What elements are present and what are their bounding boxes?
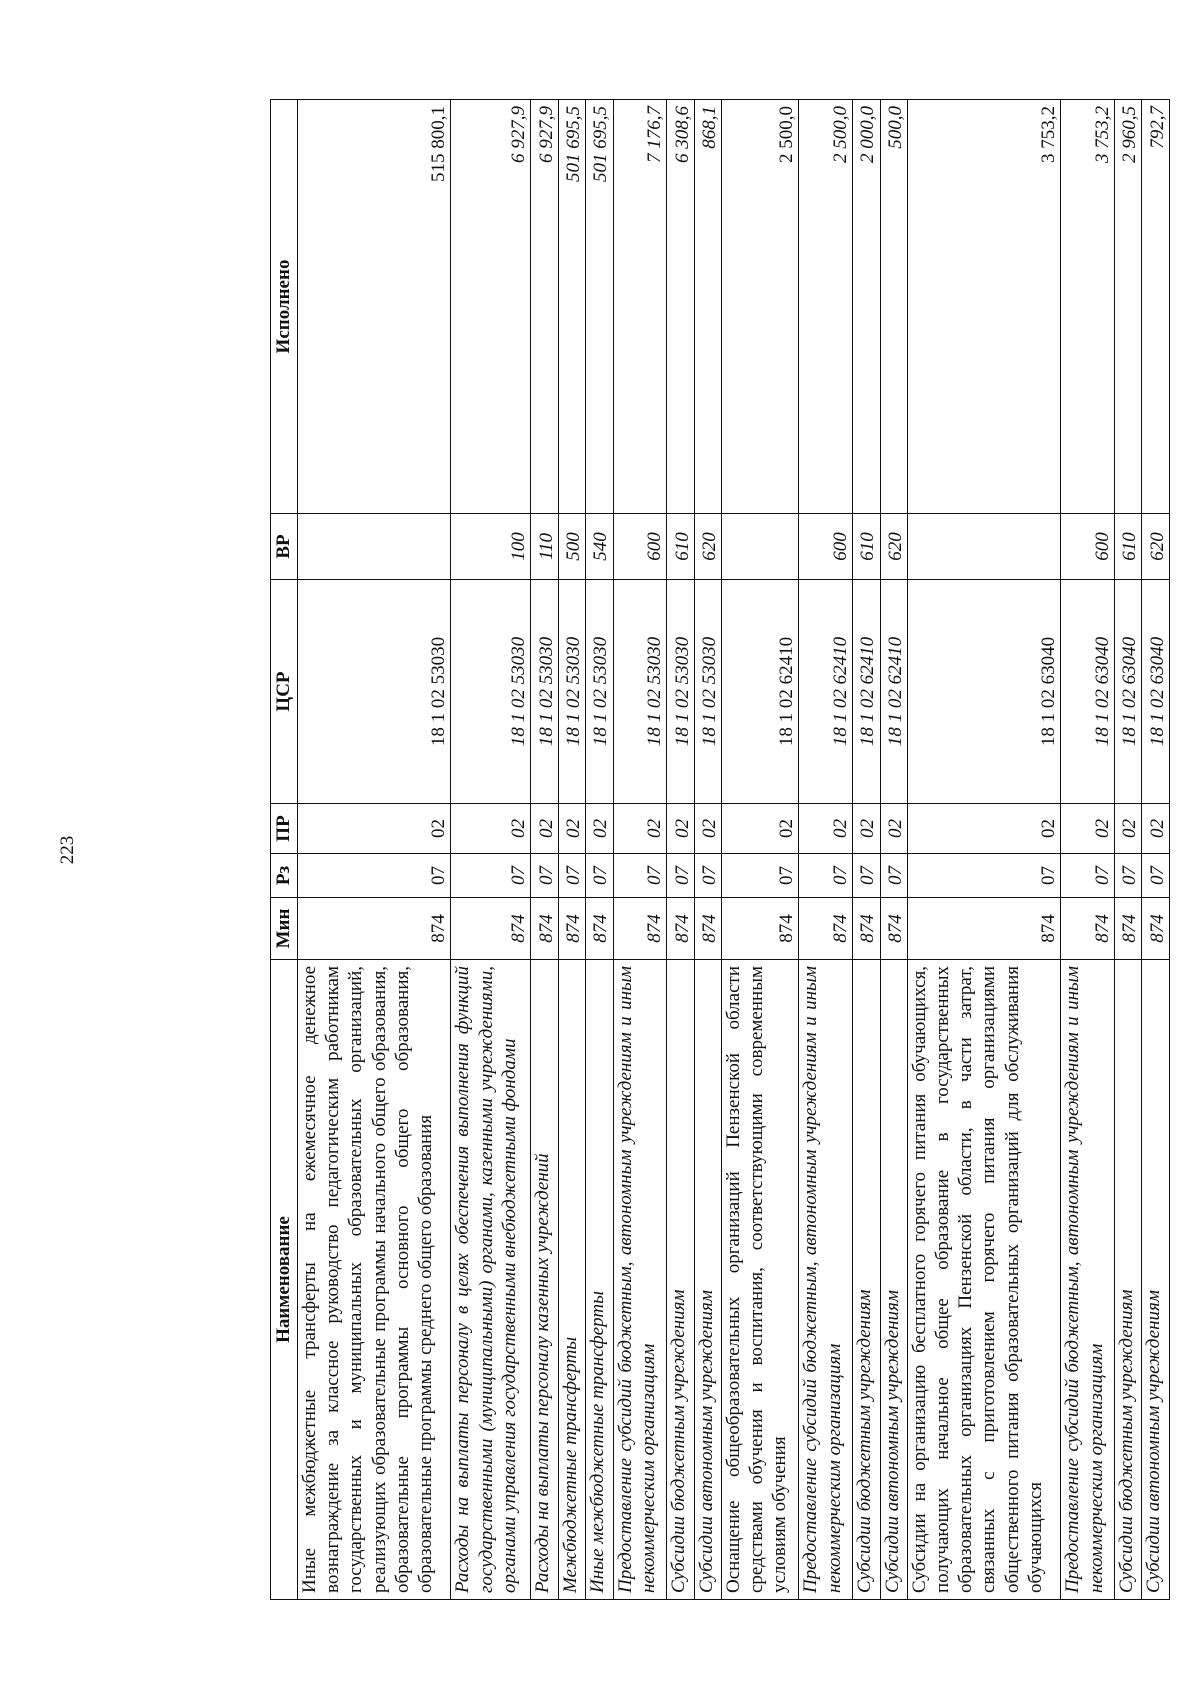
cell-min: 874 bbox=[298, 898, 451, 960]
cell-min: 874 bbox=[1115, 898, 1142, 960]
cell-name: Межбюджетные трансферты bbox=[558, 960, 585, 1600]
header-rz: Рз bbox=[271, 854, 298, 898]
cell-csr: 18 1 02 53030 bbox=[531, 580, 558, 804]
cell-vr: 610 bbox=[667, 514, 694, 580]
cell-done: 792,7 bbox=[1142, 100, 1170, 514]
header-min: Мин bbox=[271, 898, 298, 960]
cell-vr: 100 bbox=[451, 514, 531, 580]
cell-name: Субсидии бюджетным учреждениям bbox=[853, 960, 880, 1600]
cell-name: Расходы на выплаты персоналу в целях обеспечения выполнения функций государственными (муниципальными) органами, казенными учреждениями, органами управления государственными внебюджетными фондами bbox=[451, 960, 531, 1600]
cell-min: 874 bbox=[880, 898, 907, 960]
table-row bbox=[298, 100, 451, 1600]
table-row bbox=[722, 100, 799, 1600]
cell-min: 874 bbox=[558, 898, 585, 960]
cell-csr: 18 1 02 62410 bbox=[799, 580, 853, 804]
cell-name: Субсидии автономным учреждениям bbox=[694, 960, 721, 1600]
cell-rz: 07 bbox=[853, 854, 880, 898]
table-row bbox=[853, 100, 880, 1600]
cell-min: 874 bbox=[907, 898, 1060, 960]
cell-min: 874 bbox=[694, 898, 721, 960]
cell-vr bbox=[722, 514, 799, 580]
cell-csr: 18 1 02 53030 bbox=[451, 580, 531, 804]
cell-name: Иные межбюджетные трансферты на ежемесячное денежное вознаграждение за классное руководство педагогическим работникам государственных и муниципальных образовательных организаций, реализующих образовательные программы начального общего образования, образовательные программы основного общего образования, образовательные программы среднего общего образования bbox=[298, 960, 451, 1600]
cell-pr: 02 bbox=[586, 804, 613, 854]
cell-csr: 18 1 02 53030 bbox=[613, 580, 667, 804]
cell-done: 515 800,1 bbox=[298, 100, 451, 514]
cell-min: 874 bbox=[613, 898, 667, 960]
cell-vr: 620 bbox=[1142, 514, 1170, 580]
cell-rz: 07 bbox=[451, 854, 531, 898]
cell-csr: 18 1 02 63040 bbox=[1061, 580, 1115, 804]
cell-done: 6 308,6 bbox=[667, 100, 694, 514]
header-csr: ЦСР bbox=[271, 580, 298, 804]
table-row bbox=[799, 100, 853, 1600]
cell-done: 501 695,5 bbox=[558, 100, 585, 514]
cell-vr bbox=[298, 514, 451, 580]
cell-pr: 02 bbox=[1061, 804, 1115, 854]
table-row bbox=[558, 100, 585, 1600]
cell-min: 874 bbox=[853, 898, 880, 960]
cell-rz: 07 bbox=[907, 854, 1060, 898]
cell-vr: 540 bbox=[586, 514, 613, 580]
cell-vr: 600 bbox=[613, 514, 667, 580]
cell-vr: 610 bbox=[1115, 514, 1142, 580]
cell-rz: 07 bbox=[694, 854, 721, 898]
cell-name: Предоставление субсидий бюджетным, автономным учреждениям и иным некоммерческим организациям bbox=[613, 960, 667, 1600]
table-body bbox=[298, 100, 1170, 1600]
cell-name: Оснащение общеобразовательных организаций Пензенской области средствами обучения и воспитания, соответствующими современным условиям обучения bbox=[722, 960, 799, 1600]
table-row bbox=[694, 100, 721, 1600]
cell-name: Субсидии автономным учреждениям bbox=[1142, 960, 1170, 1600]
cell-csr: 18 1 02 53030 bbox=[586, 580, 613, 804]
cell-vr: 500 bbox=[558, 514, 585, 580]
cell-min: 874 bbox=[1061, 898, 1115, 960]
table-row bbox=[667, 100, 694, 1600]
cell-vr: 600 bbox=[799, 514, 853, 580]
cell-min: 874 bbox=[799, 898, 853, 960]
cell-vr: 610 bbox=[853, 514, 880, 580]
cell-name: Расходы на выплаты персоналу казенных учреждений bbox=[531, 960, 558, 1600]
cell-min: 874 bbox=[451, 898, 531, 960]
cell-rz: 07 bbox=[1061, 854, 1115, 898]
cell-done: 2 960,5 bbox=[1115, 100, 1142, 514]
cell-done: 2 500,0 bbox=[722, 100, 799, 514]
cell-csr: 18 1 02 63040 bbox=[1115, 580, 1142, 804]
cell-vr bbox=[907, 514, 1060, 580]
cell-done: 6 927,9 bbox=[451, 100, 531, 514]
rotated-table-wrapper bbox=[270, 100, 1170, 1600]
cell-min: 874 bbox=[586, 898, 613, 960]
cell-name: Субсидии на организацию бесплатного горячего питания обучающихся, получающих начальное общее образование в государственных образовательных организациях Пензенской области, в части затрат, связанных с приготовлением горячего питания организациями общественного питания образовательных организаций для обслуживания обучающихся bbox=[907, 960, 1060, 1600]
cell-pr: 02 bbox=[694, 804, 721, 854]
cell-done: 868,1 bbox=[694, 100, 721, 514]
table-row bbox=[1115, 100, 1142, 1600]
cell-pr: 02 bbox=[558, 804, 585, 854]
cell-done: 501 695,5 bbox=[586, 100, 613, 514]
cell-pr: 02 bbox=[613, 804, 667, 854]
cell-name: Субсидии бюджетным учреждениям bbox=[1115, 960, 1142, 1600]
cell-min: 874 bbox=[531, 898, 558, 960]
cell-min: 874 bbox=[722, 898, 799, 960]
cell-name: Предоставление субсидий бюджетным, автономным учреждениям и иным некоммерческим организациям bbox=[1061, 960, 1115, 1600]
cell-csr: 18 1 02 62410 bbox=[722, 580, 799, 804]
header-name: Наименование bbox=[271, 960, 298, 1600]
table-row bbox=[907, 100, 1060, 1600]
header-vr: ВР bbox=[271, 514, 298, 580]
cell-pr: 02 bbox=[1142, 804, 1170, 854]
cell-min: 874 bbox=[667, 898, 694, 960]
cell-rz: 07 bbox=[586, 854, 613, 898]
cell-vr: 620 bbox=[694, 514, 721, 580]
cell-rz: 07 bbox=[1142, 854, 1170, 898]
cell-vr: 110 bbox=[531, 514, 558, 580]
cell-rz: 07 bbox=[880, 854, 907, 898]
cell-pr: 02 bbox=[907, 804, 1060, 854]
cell-rz: 07 bbox=[722, 854, 799, 898]
table-row bbox=[880, 100, 907, 1600]
cell-rz: 07 bbox=[613, 854, 667, 898]
table-row bbox=[586, 100, 613, 1600]
table-row bbox=[1061, 100, 1115, 1600]
cell-csr: 18 1 02 53030 bbox=[667, 580, 694, 804]
cell-rz: 07 bbox=[558, 854, 585, 898]
cell-done: 2 000,0 bbox=[853, 100, 880, 514]
cell-vr: 600 bbox=[1061, 514, 1115, 580]
cell-csr: 18 1 02 63040 bbox=[907, 580, 1060, 804]
cell-csr: 18 1 02 62410 bbox=[853, 580, 880, 804]
table-row bbox=[613, 100, 667, 1600]
cell-name: Иные межбюджетные трансферты bbox=[586, 960, 613, 1600]
cell-csr: 18 1 02 62410 bbox=[880, 580, 907, 804]
cell-rz: 07 bbox=[667, 854, 694, 898]
cell-done: 3 753,2 bbox=[1061, 100, 1115, 514]
cell-rz: 07 bbox=[799, 854, 853, 898]
cell-csr: 18 1 02 63040 bbox=[1142, 580, 1170, 804]
cell-csr: 18 1 02 53030 bbox=[298, 580, 451, 804]
cell-pr: 02 bbox=[722, 804, 799, 854]
budget-table bbox=[270, 99, 1170, 1600]
cell-done: 500,0 bbox=[880, 100, 907, 514]
cell-pr: 02 bbox=[880, 804, 907, 854]
cell-name: Субсидии бюджетным учреждениям bbox=[667, 960, 694, 1600]
cell-csr: 18 1 02 53030 bbox=[694, 580, 721, 804]
table-header-row bbox=[271, 100, 298, 1600]
header-pr: ПР bbox=[271, 804, 298, 854]
header-done: Исполнено bbox=[271, 100, 298, 514]
cell-pr: 02 bbox=[298, 804, 451, 854]
page-number: 223 bbox=[57, 835, 78, 865]
cell-done: 2 500,0 bbox=[799, 100, 853, 514]
cell-csr: 18 1 02 53030 bbox=[558, 580, 585, 804]
table-row bbox=[451, 100, 531, 1600]
table-row bbox=[531, 100, 558, 1600]
cell-pr: 02 bbox=[799, 804, 853, 854]
cell-pr: 02 bbox=[667, 804, 694, 854]
cell-rz: 07 bbox=[1115, 854, 1142, 898]
table-row bbox=[1142, 100, 1170, 1600]
cell-done: 7 176,7 bbox=[613, 100, 667, 514]
cell-vr: 620 bbox=[880, 514, 907, 580]
cell-rz: 07 bbox=[531, 854, 558, 898]
cell-pr: 02 bbox=[451, 804, 531, 854]
cell-min: 874 bbox=[1142, 898, 1170, 960]
cell-pr: 02 bbox=[853, 804, 880, 854]
cell-rz: 07 bbox=[298, 854, 451, 898]
cell-pr: 02 bbox=[531, 804, 558, 854]
cell-done: 6 927,9 bbox=[531, 100, 558, 514]
cell-name: Предоставление субсидий бюджетным, автономным учреждениям и иным некоммерческим организациям bbox=[799, 960, 853, 1600]
cell-name: Субсидии автономным учреждениям bbox=[880, 960, 907, 1600]
cell-done: 3 753,2 bbox=[907, 100, 1060, 514]
cell-pr: 02 bbox=[1115, 804, 1142, 854]
